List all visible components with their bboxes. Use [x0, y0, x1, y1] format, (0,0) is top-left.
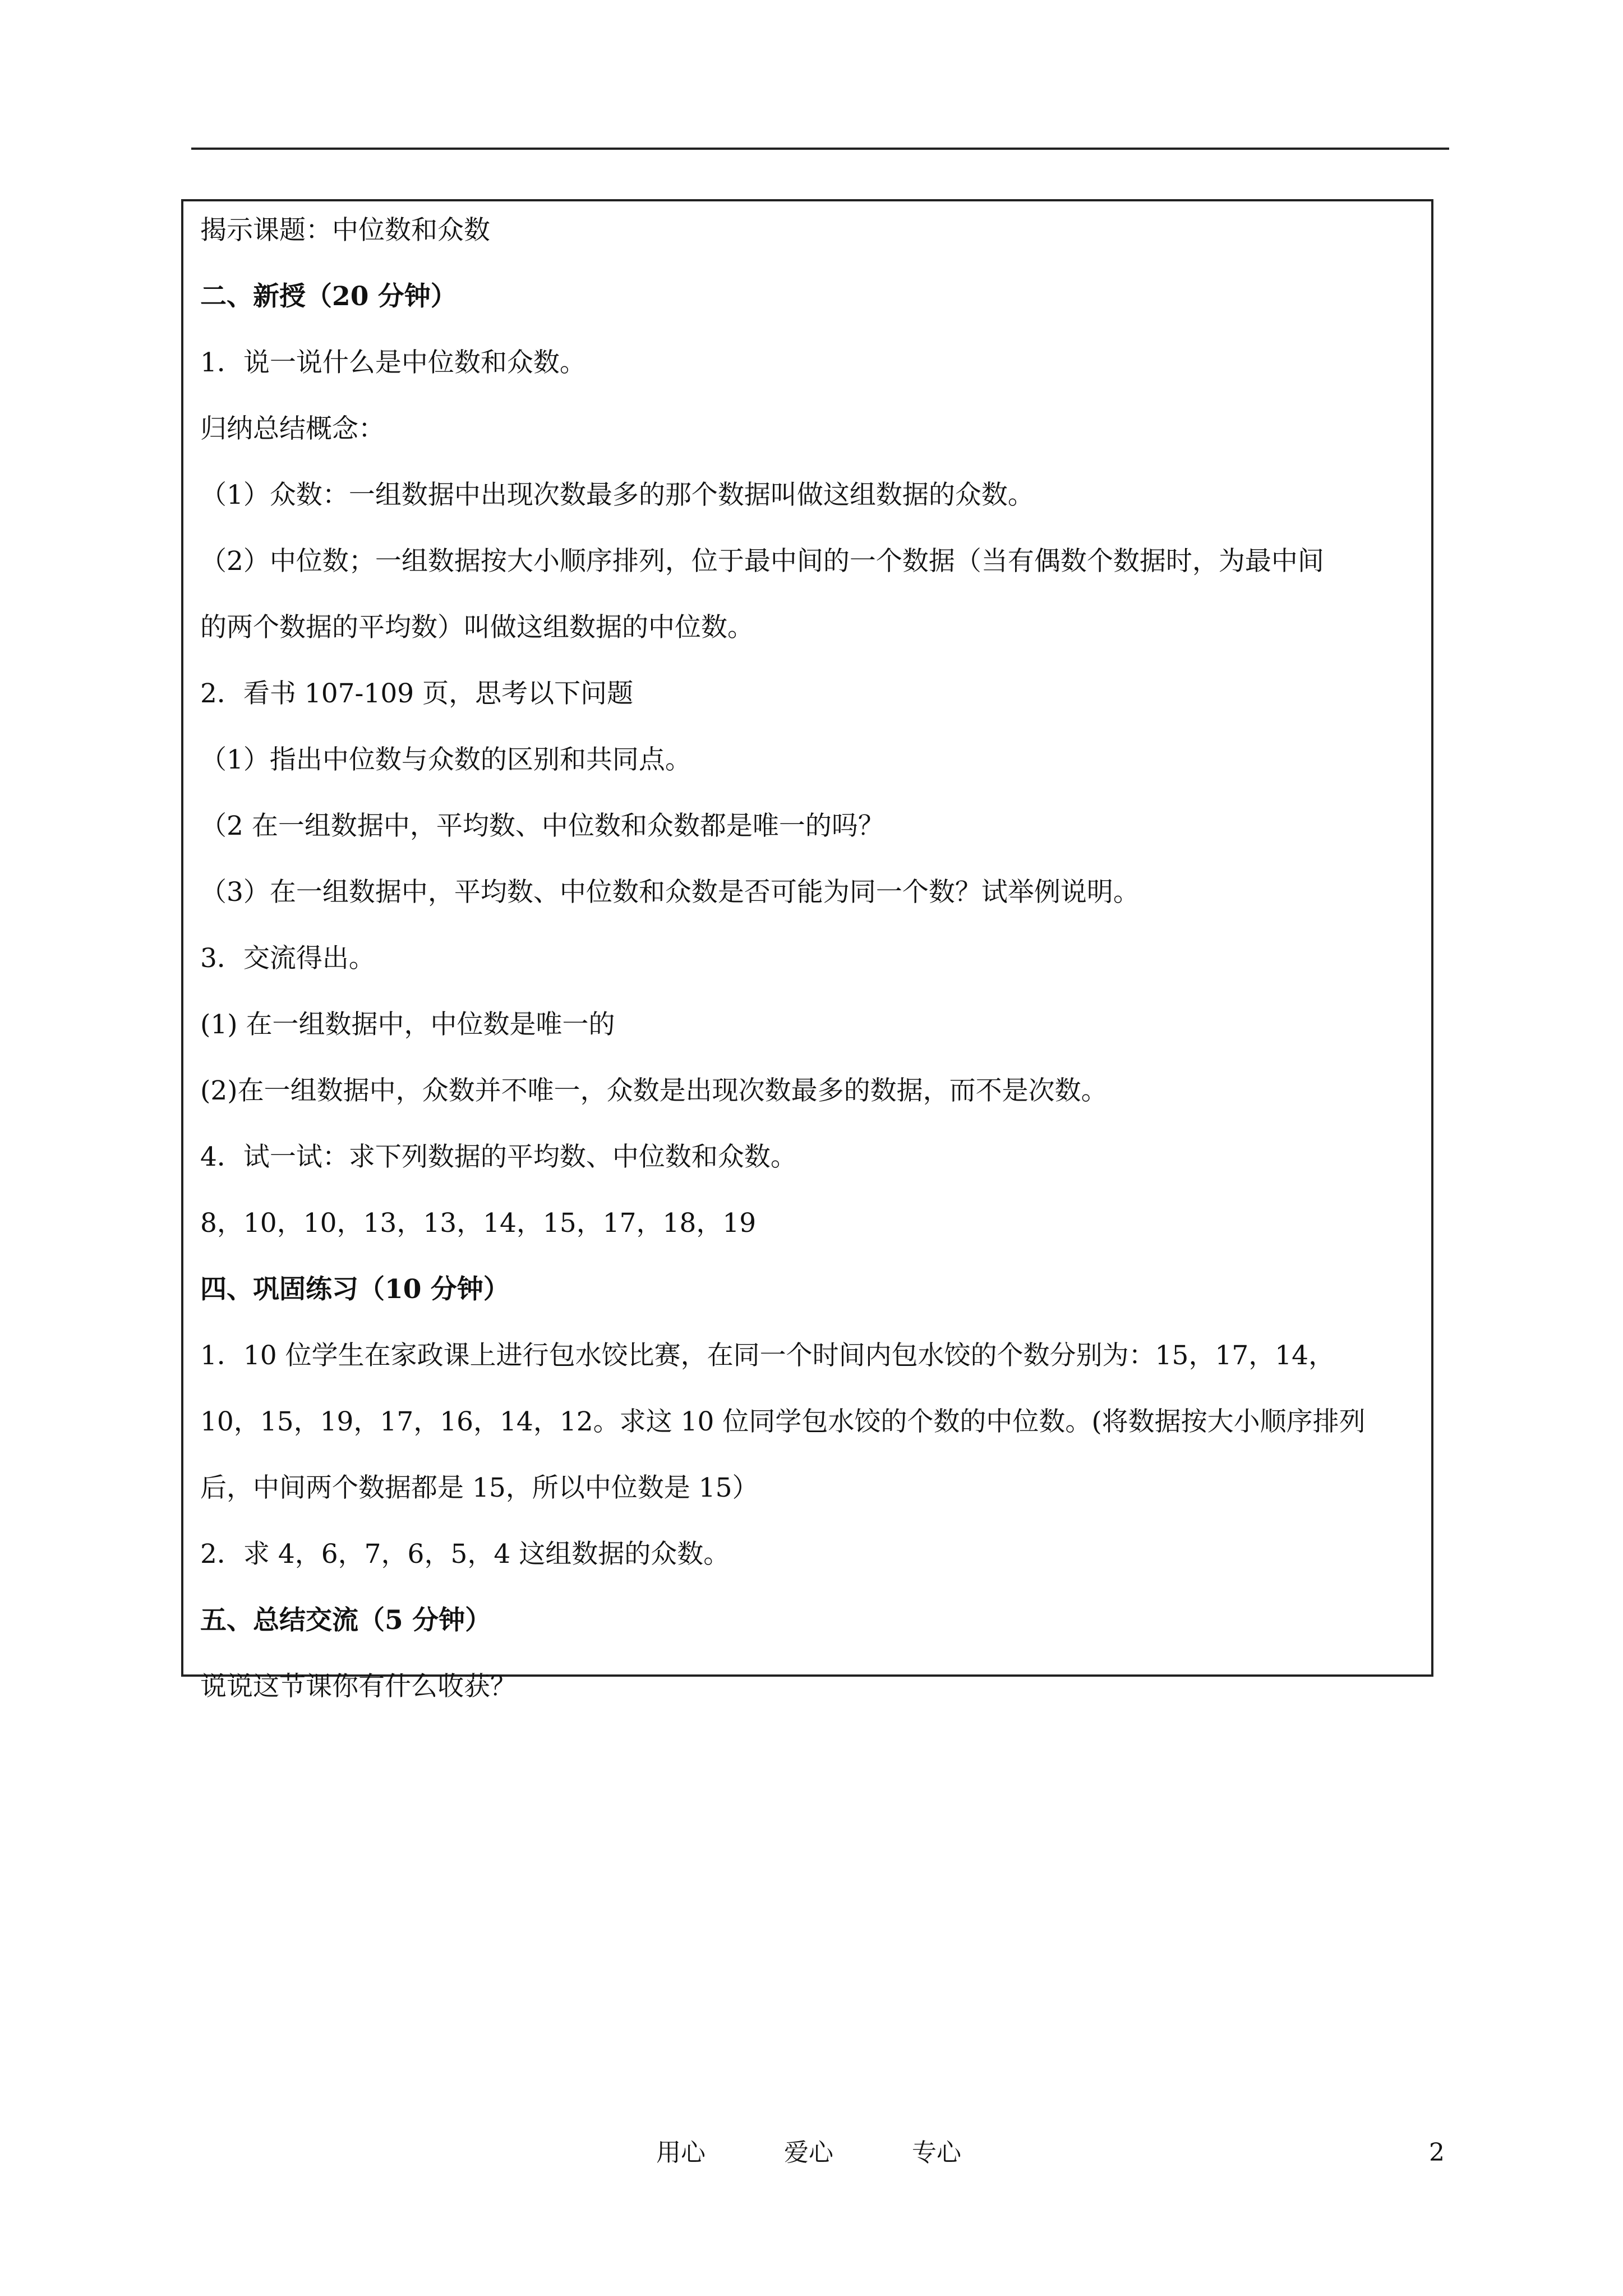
text-line: (2)在一组数据中，众数并不唯一，众数是出现次数最多的数据，而不是次数。	[200, 1075, 1108, 1106]
text-line: 后，中间两个数据都是 15，所以中位数是 15）	[200, 1473, 759, 1503]
footer-motto	[656, 2137, 961, 2169]
text-line: 2．看书 107-109 页，思考以下问题	[200, 678, 634, 709]
text-line: （3）在一组数据中，平均数、中位数和众数是否可能为同一个数？试举例说明。	[200, 877, 1140, 908]
text-line: 2．求 4，6，7，6，5，4 这组数据的众数。	[200, 1539, 730, 1570]
footer-word: 用心	[656, 2138, 706, 2167]
lesson-content-box	[181, 199, 1433, 1702]
footer-word: 专心	[912, 2138, 961, 2167]
text-line: (1) 在一组数据中，中位数是唯一的	[200, 1009, 615, 1040]
text-line: 1．10 位学生在家政课上进行包水饺比赛，在同一个时间内包水饺的个数分别为：15，17，14，	[200, 1340, 1335, 1371]
section-heading-summary: 五、总结交流（5 分钟）	[200, 1605, 492, 1636]
text-line: （2）中位数；一组数据按大小顺序排列，位于最中间的一个数据（当有偶数个数据时，为最中间	[200, 546, 1324, 577]
section-heading-new-teaching: 二、新授（20 分钟）	[200, 281, 457, 312]
text-line: 3．交流得出。	[200, 943, 375, 974]
data-list-line: 8，10，10，13，13，14，15，17，18，19	[200, 1208, 757, 1239]
text-line: 4．试一试：求下列数据的平均数、中位数和众数。	[200, 1142, 797, 1172]
topic-line: 揭示课题：中位数和众数	[200, 215, 490, 246]
footer-word: 爱心	[784, 2138, 833, 2167]
text-line: （2 在一组数据中，平均数、中位数和众数都是唯一的吗？	[200, 811, 884, 841]
text-line: （1）众数：一组数据中出现次数最多的那个数据叫做这组数据的众数。	[200, 480, 1034, 510]
text-line: （1）指出中位数与众数的区别和共同点。	[200, 744, 691, 775]
text-line: 10，15，19，17，16，14，12。求这 10 位同学包水饺的个数的中位数。(将数据按大小顺序排列	[200, 1406, 1366, 1437]
section-heading-practice: 四、巩固练习（10 分钟）	[200, 1274, 510, 1305]
text-line: 的两个数据的平均数）叫做这组数据的中位数。	[200, 612, 754, 643]
text-line: 1．说一说什么是中位数和众数。	[200, 347, 586, 378]
closing-question-line: 说说这节课你有什么收获？	[200, 1671, 517, 1702]
header-rule	[191, 148, 1449, 150]
text-line: 归纳总结概念：	[200, 413, 385, 444]
page-number: 2	[1429, 2138, 1445, 2167]
